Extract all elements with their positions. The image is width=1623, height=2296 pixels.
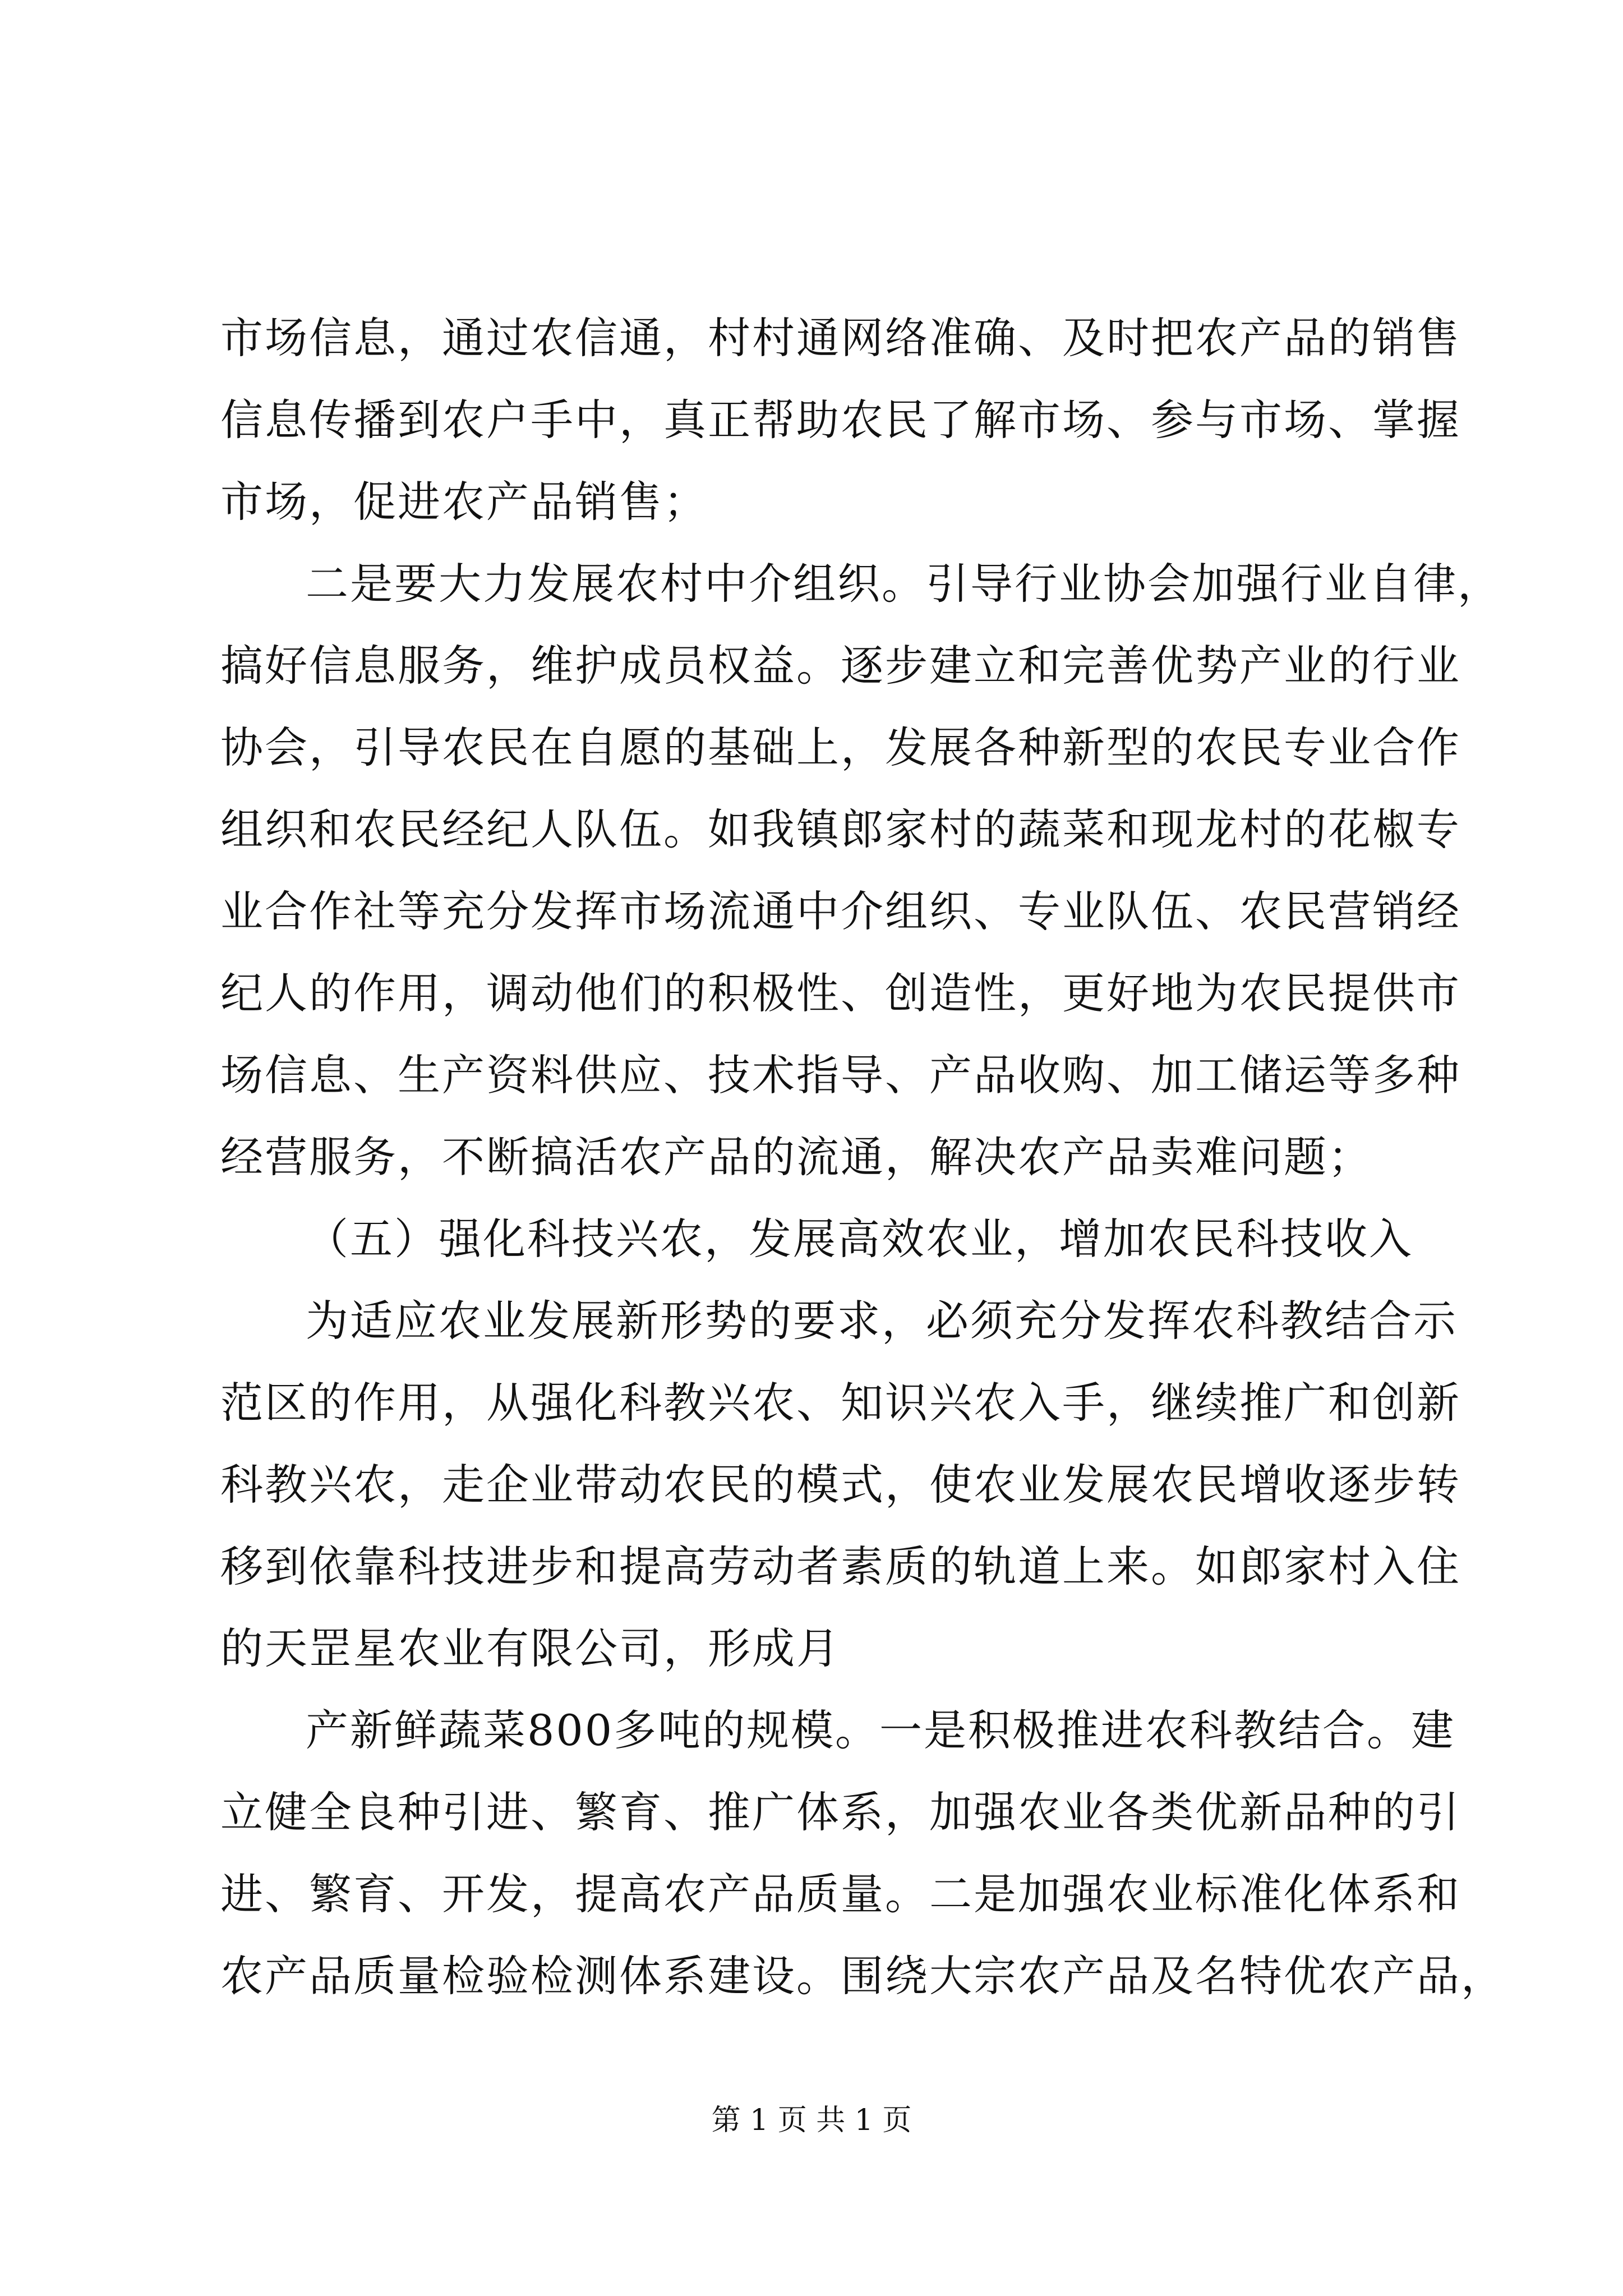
section-heading: （五）强化科技兴农，发展高效农业，增加农民科技收入: [306, 1214, 1413, 1264]
text-line: 组织和农民经纪人队伍。如我镇郎家村的蔬菜和现龙村的花椒专: [220, 804, 1461, 854]
text-line: 市场信息，通过农信通，村村通网络准确、及时把农产品的销售: [220, 313, 1461, 363]
text-line: 立健全良种引进、繁育、推广体系，加强农业各类优新品种的引: [220, 1787, 1461, 1837]
text-line: 移到依靠科技进步和提高劳动者素质的轨道上来。如郎家村入住: [220, 1542, 1461, 1591]
text-line: 进、繁育、开发，提高农产品质量。二是加强农业标准化体系和: [220, 1869, 1461, 1919]
page-footer: 第 1 页 共 1 页: [711, 2104, 912, 2137]
text-line: 产新鲜蔬菜800多吨的规模。一是积极推进农科教结合。建: [306, 1705, 1456, 1755]
text-line: 二是要大力发展农村中介组织。引导行业协会加强行业自律，: [306, 559, 1502, 609]
text-line: 协会，引导农民在自愿的基础上，发展各种新型的农民专业合作: [220, 723, 1461, 772]
text-line: 信息传播到农户手中，真正帮助农民了解市场、参与市场、掌握: [220, 395, 1461, 445]
text-line: 科教兴农，走企业带动农民的模式，使农业发展农民增收逐步转: [220, 1460, 1461, 1510]
text-line: 纪人的作用，调动他们的积极性、创造性，更好地为农民提供市: [220, 968, 1461, 1018]
text-line: 经营服务，不断搞活农产品的流通，解决农产品卖难问题；: [220, 1132, 1372, 1182]
text-line: 的天罡星农业有限公司，形成月: [220, 1623, 841, 1673]
text-line: 业合作社等充分发挥市场流通中介组织、专业队伍、农民营销经: [220, 886, 1461, 936]
text-line: 市场，促进农产品销售；: [220, 477, 708, 527]
text-line: 农产品质量检验检测体系建设。围绕大宗农产品及名特优农产品，: [220, 1951, 1505, 2001]
body-text: [220, 297, 1505, 2017]
text-line: 场信息、生产资料供应、技术指导、产品收购、加工储运等多种: [220, 1050, 1461, 1100]
text-line: 范区的作用，从强化科教兴农、知识兴农入手，继续推广和创新: [220, 1378, 1461, 1428]
text-line: 为适应农业发展新形势的要求，必须充分发挥农科教结合示: [306, 1296, 1458, 1346]
text-line: 搞好信息服务，维护成员权益。逐步建立和完善优势产业的行业: [220, 641, 1461, 691]
